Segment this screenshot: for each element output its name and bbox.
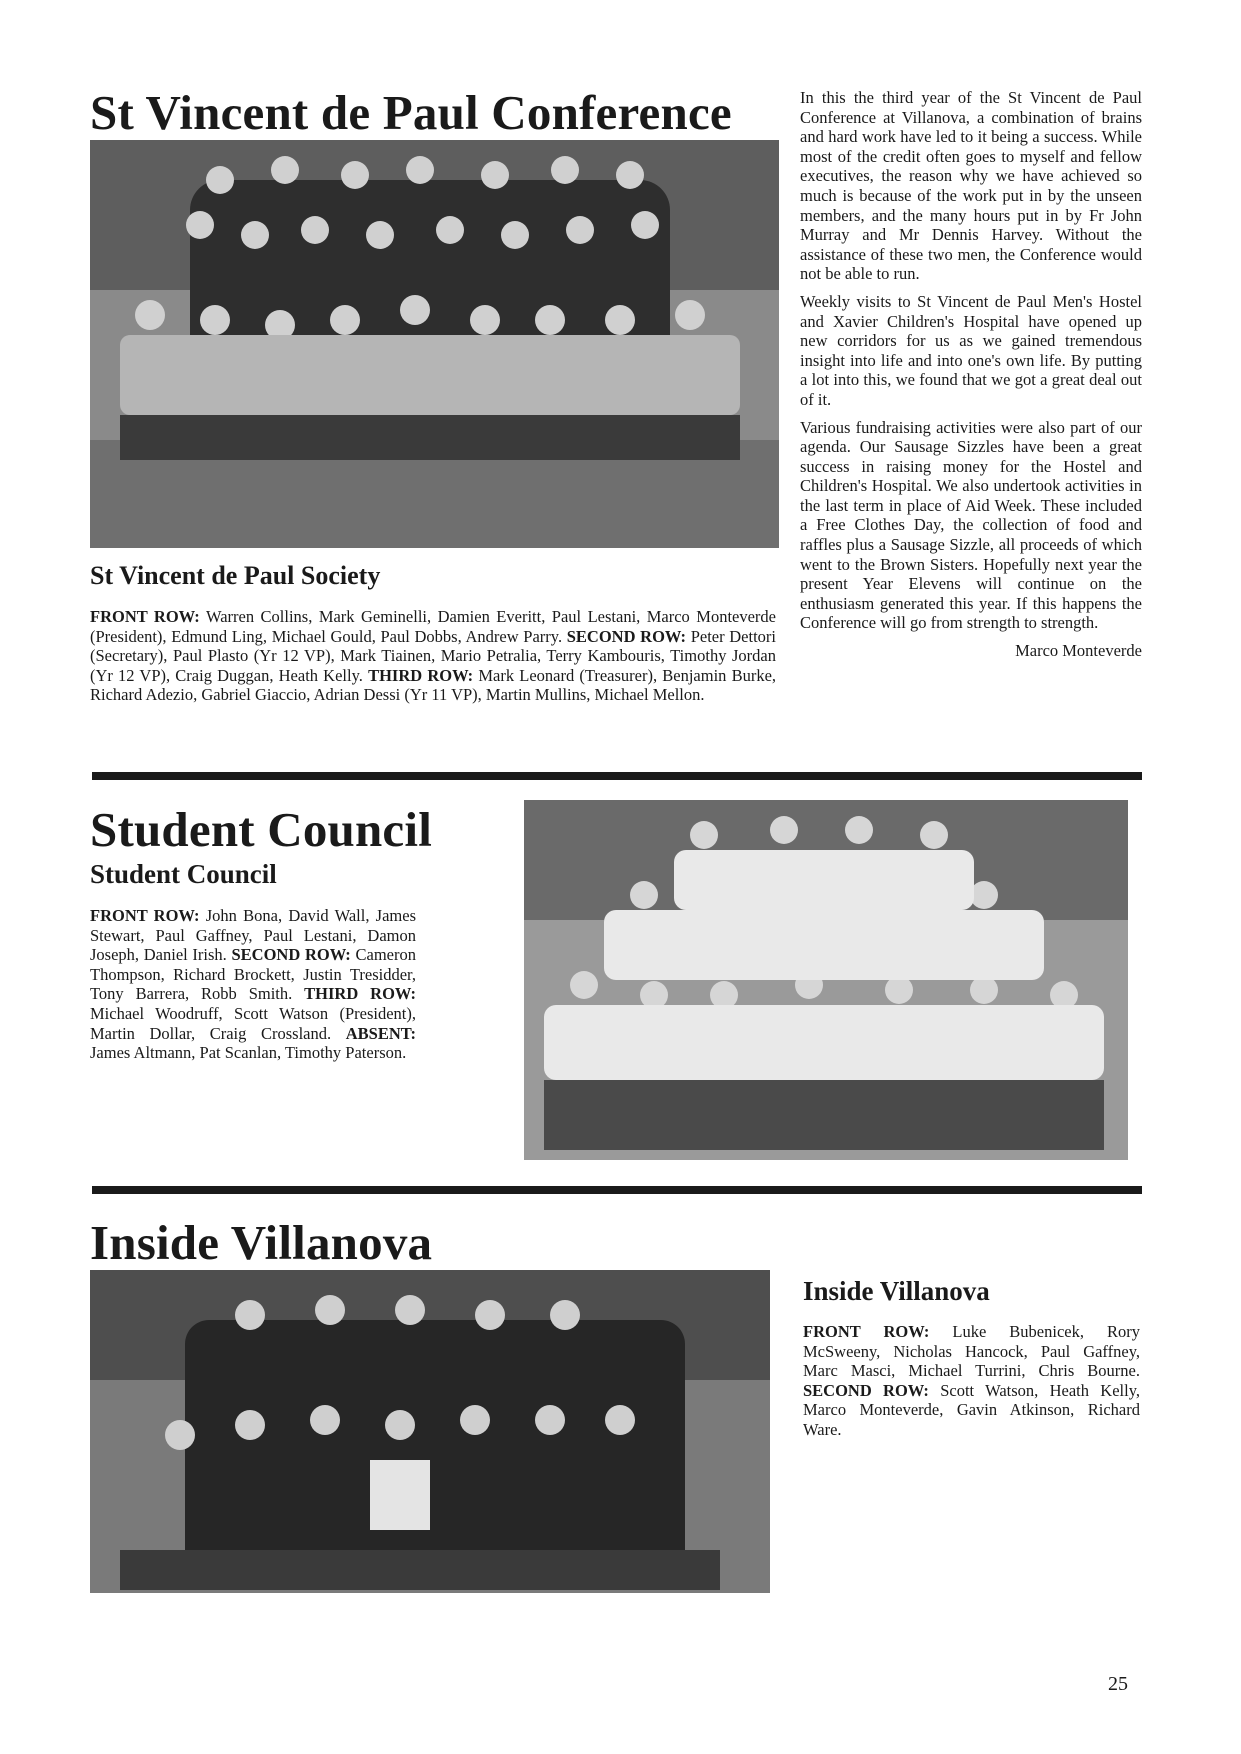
inside-title: Inside Villanova — [90, 1215, 433, 1270]
council-title: Student Council — [90, 802, 433, 857]
council-front-row-names: John Bona, David Wall, James Stewart, Paul Gaffney, Paul Lestani, Damon Joseph, Daniel Irish. — [90, 906, 416, 965]
section-divider — [92, 772, 1142, 780]
inside-front-row-label: FRONT ROW: — [803, 1322, 930, 1341]
inside-front-row-names: Luke Bubenicek, Rory McSweeny, Nicholas Hancock, Paul Gaffney, Marc Masci, Michael Turrini, Chris Bourne. — [803, 1322, 1141, 1381]
svdp-caption-text — [90, 607, 776, 705]
council-caption — [90, 906, 416, 1063]
inside-caption — [803, 1322, 1140, 1440]
council-front-row-label: FRONT ROW: — [90, 906, 200, 925]
svdp-article-paragraph-3: Various fundraising activities were also part of our agenda. Our Sausage Sizzles have been a great success in raising money for the Hostel and Children's Hospital. We also undertook activities in the last term in place of Aid Week. These included a Free Clothes Day, the collection of food and raffles plus a Sausage Sizzle, all proceeds of which went to the Brown Sisters. Hopefully next year the present Year Elevens will continue on the enthusiasm generated this year. If this happens the Conference will go from strength to strength. — [800, 417, 1142, 633]
svdp-photo-label: St Vincent de Paul Society — [90, 561, 381, 590]
council-photo-label: Student Council — [90, 859, 277, 889]
svdp-caption — [90, 607, 776, 705]
svdp-article-paragraph-1: In this the third year of the St Vincent de Paul Conference at Villanova, a combination of brains and hard work have led to it being a success. While most of the credit often goes to myself and fellow executives, the reason why we have achieved so much is because of the work put in by the unseen members, and the many hours put in by Fr John Murray and Mr Dennis Harvey. Without the assistance of these two men, the Conference would not be able to run. — [800, 88, 1142, 284]
svdp-article-author: Marco Monteverde — [1015, 641, 1142, 661]
page-number: 25 — [1108, 1673, 1128, 1695]
svdp-article-paragraph-2: Weekly visits to St Vincent de Paul Men's Hostel and Xavier Children's Hospital have opened up new corridors for us as we gained tremendous insight into life and into one's own life. By putting a lot into this, we found that we got a great deal out of it. — [800, 291, 1142, 409]
inside-second-row-names: Scott Watson, Heath Kelly, Marco Monteverde, Gavin Atkinson, Richard Ware. — [803, 1380, 1140, 1439]
section-divider — [92, 1186, 1142, 1194]
svdp-second-row-label: SECOND ROW: — [566, 626, 687, 646]
inside-photo-scene — [90, 1270, 770, 1593]
council-absent-label: ABSENT: — [345, 1023, 417, 1043]
council-third-row-label: THIRD ROW: — [304, 984, 416, 1004]
inside-second-row-label: SECOND ROW: — [803, 1380, 929, 1400]
council-caption-text — [90, 906, 416, 1063]
inside-group-photo — [90, 1270, 770, 1593]
svdp-photo-scene — [90, 140, 779, 548]
council-third-row-names: Michael Woodruff, Scott Watson (President), Martin Dollar, Craig Crossland. — [90, 1003, 416, 1043]
council-second-row-label: SECOND ROW: — [231, 945, 351, 965]
svdp-article — [800, 88, 1142, 669]
council-absent-names: James Altmann, Pat Scanlan, Timothy Paterson. — [90, 1043, 407, 1063]
council-group-photo — [524, 800, 1128, 1160]
svdp-group-photo — [90, 140, 779, 548]
svdp-title: St Vincent de Paul Conference — [90, 85, 732, 140]
svdp-second-row-names: Peter Dettori (Secretary), Paul Plasto (Yr 12 VP), Mark Tiainen, Mario Petralia, Terry Kambouris, Timothy Jordan (Yr 12 VP), Craig Duggan, Heath Kelly. — [90, 626, 776, 685]
council-photo-scene — [524, 800, 1128, 1160]
svdp-third-row-label: THIRD ROW: — [368, 665, 474, 685]
svdp-front-row-names: Warren Collins, Mark Geminelli, Damien Everitt, Paul Lestani, Marco Monteverde (President), Edmund Ling, Michael Gould, Paul Dobbs, Andrew Parry. — [90, 607, 776, 646]
svdp-front-row-label: FRONT ROW: — [90, 607, 200, 626]
inside-caption-text — [803, 1322, 1140, 1440]
inside-photo-label: Inside Villanova — [803, 1276, 990, 1306]
svdp-third-row-names: Mark Leonard (Treasurer), Benjamin Burke, Richard Adezio, Gabriel Giaccio, Adrian Dessi (Yr 11 VP), Martin Mullins, Michael Mellon. — [90, 665, 777, 705]
council-second-row-names: Cameron Thompson, Richard Brockett, Justin Tresidder, Tony Barrera, Robb Smith. — [90, 945, 416, 1004]
